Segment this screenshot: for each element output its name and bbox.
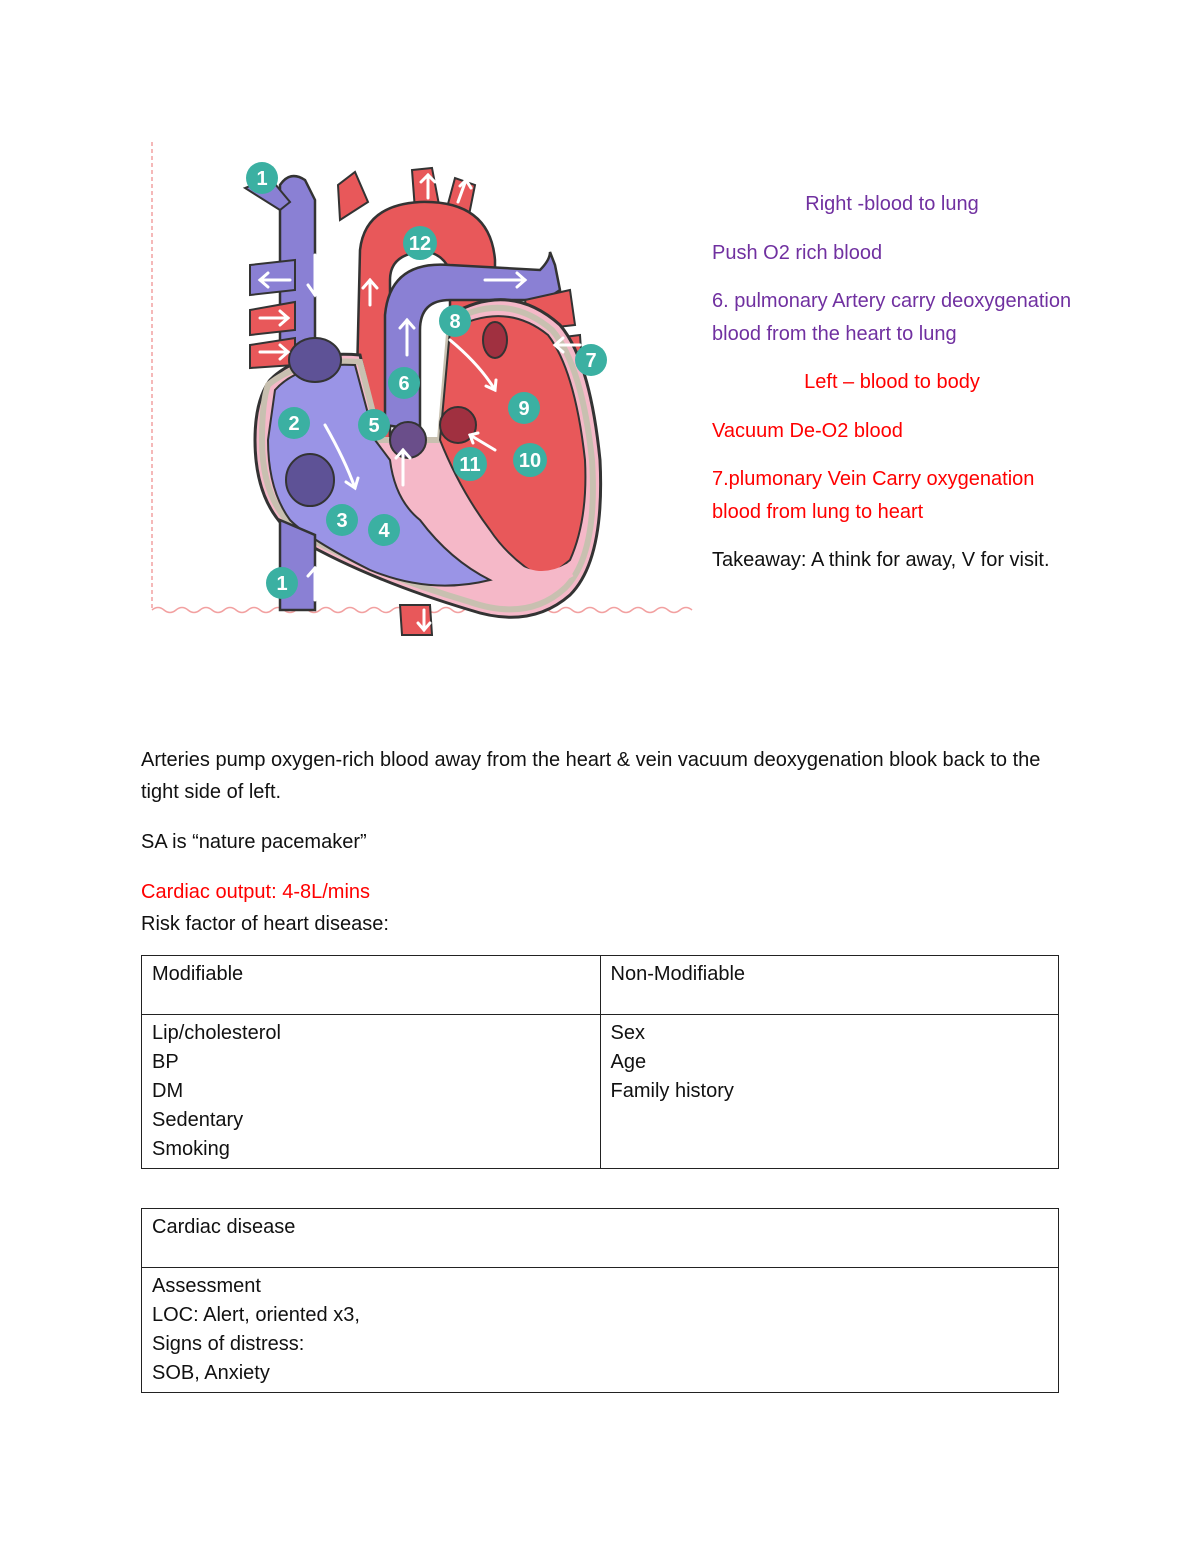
svg-text:9: 9 bbox=[518, 398, 530, 420]
pulmonary-vein-note: 7.plumonary Vein Carry oxygenation blood from lung to heart bbox=[712, 468, 1035, 523]
modifiable-cell bbox=[142, 1015, 601, 1169]
assessment-cell bbox=[142, 1268, 1059, 1393]
left-side-heading: Left – blood to body bbox=[804, 371, 980, 393]
body-text bbox=[141, 744, 1071, 940]
svg-text:7: 7 bbox=[585, 350, 597, 372]
list-item: Signs of distress: bbox=[152, 1333, 305, 1355]
list-item: Age bbox=[610, 1051, 647, 1073]
cardiac-disease-table bbox=[141, 1208, 1059, 1393]
list-item: Sex bbox=[610, 1022, 645, 1044]
cardiac-disease-header: Cardiac disease bbox=[142, 1209, 1059, 1268]
badge-6 bbox=[388, 367, 420, 399]
vacuum-note: Vacuum De-O2 blood bbox=[712, 419, 903, 442]
list-item: DM bbox=[152, 1080, 184, 1102]
right-side-heading: Right -blood to lung bbox=[805, 193, 979, 215]
badge-9 bbox=[508, 392, 540, 424]
list-item: Lip/cholesterol bbox=[152, 1022, 281, 1044]
svg-text:12: 12 bbox=[408, 233, 432, 255]
heart-diagram bbox=[150, 140, 695, 640]
svg-text:10: 10 bbox=[518, 450, 542, 472]
badge-11 bbox=[453, 447, 487, 481]
badge-8 bbox=[439, 305, 471, 337]
list-item: Family history bbox=[610, 1080, 734, 1102]
svg-text:6: 6 bbox=[398, 373, 410, 395]
risk-heading: Risk factor of heart disease: bbox=[141, 913, 389, 935]
svg-text:1: 1 bbox=[276, 573, 288, 595]
badge-7 bbox=[575, 344, 607, 376]
pulmonary-artery-note: 6. pulmonary Artery carry deoxygenation blood from the heart to lung bbox=[712, 290, 1072, 345]
list-item: SOB, Anxiety bbox=[152, 1362, 270, 1384]
sa-paragraph: SA is “nature pacemaker” bbox=[141, 831, 367, 853]
badge-2 bbox=[278, 407, 310, 439]
heart-diagram-svg bbox=[150, 140, 695, 640]
list-item: Assessment bbox=[152, 1275, 261, 1297]
badge-5 bbox=[358, 409, 390, 441]
svg-text:8: 8 bbox=[449, 311, 461, 333]
svg-text:1: 1 bbox=[256, 168, 268, 190]
table-header-modifiable: Modifiable bbox=[142, 956, 601, 1015]
cardiac-output: Cardiac output: 4-8L/mins bbox=[141, 881, 371, 903]
badge-1-top bbox=[246, 162, 278, 194]
arteries-paragraph: Arteries pump oxygen-rich blood away from the heart & vein vacuum deoxygenation blook back to the tight side of left. bbox=[141, 749, 1041, 803]
badge-1-bottom bbox=[266, 567, 298, 599]
list-item: BP bbox=[152, 1051, 179, 1073]
push-note: Push O2 rich blood bbox=[712, 241, 883, 264]
list-item: LOC: Alert, oriented x3, bbox=[152, 1304, 360, 1326]
svg-text:2: 2 bbox=[288, 413, 300, 435]
svg-text:11: 11 bbox=[459, 454, 481, 476]
risk-factor-table bbox=[141, 955, 1059, 1169]
svg-text:4: 4 bbox=[378, 520, 390, 542]
badge-12 bbox=[403, 226, 437, 260]
list-item: Sedentary bbox=[152, 1109, 244, 1131]
heart-notes bbox=[712, 188, 1072, 593]
svg-text:5: 5 bbox=[368, 415, 380, 437]
takeaway-note: Takeaway: A think for away, V for visit. bbox=[712, 549, 1050, 571]
badge-10 bbox=[513, 443, 547, 477]
table-header-non-modifiable: Non-Modifiable bbox=[600, 956, 1059, 1015]
list-item: Smoking bbox=[152, 1138, 230, 1160]
svg-text:3: 3 bbox=[336, 510, 348, 532]
non-modifiable-cell bbox=[600, 1015, 1059, 1169]
badge-3 bbox=[326, 504, 358, 536]
badge-4 bbox=[368, 514, 400, 546]
